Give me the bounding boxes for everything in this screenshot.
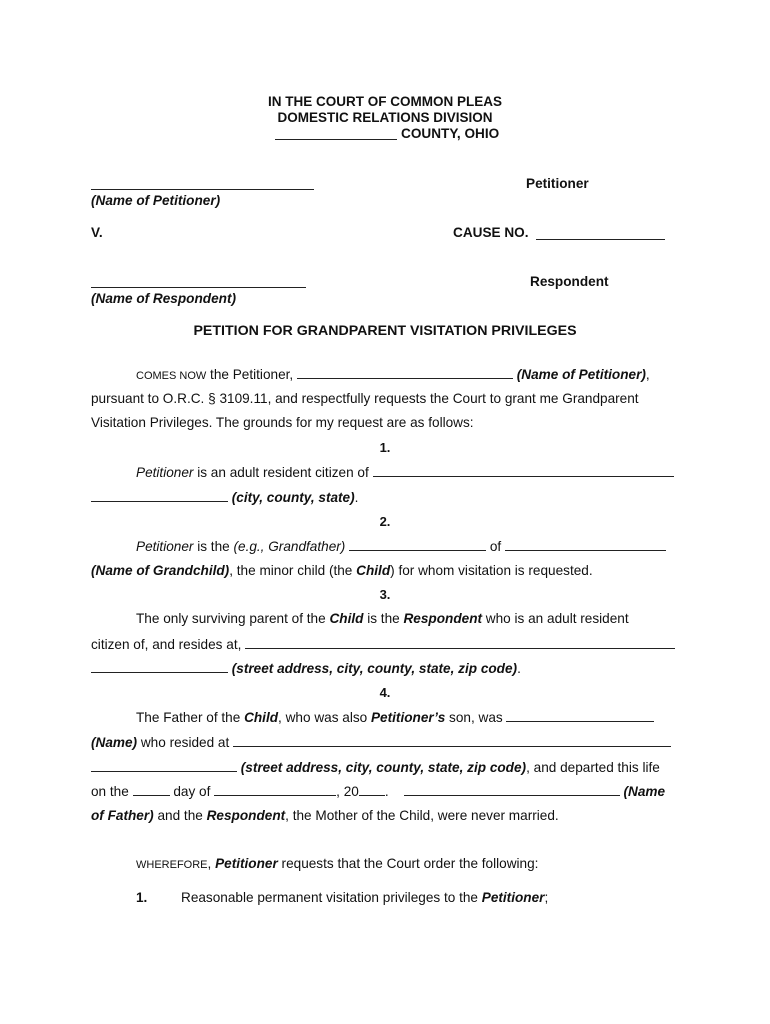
paragraph-2-number: 2. <box>379 514 391 529</box>
p4-hint: (street address, city, county, state, zip code) <box>240 760 527 775</box>
request-1-text: Reasonable permanent visitation privileges to the <box>181 890 482 905</box>
p2-grandchild-blank[interactable] <box>505 538 666 551</box>
wherefore-body: requests that the Court order the following: <box>277 856 539 871</box>
respondent-label: Respondent <box>530 274 609 289</box>
p4-text1: The Father of the <box>136 710 245 725</box>
paragraph-4-line-3 <box>91 759 660 775</box>
p2-petitioner: Petitioner <box>136 539 194 554</box>
p3-line2: citizen of, and resides at, <box>91 637 246 652</box>
p4-year: , 20 <box>336 784 359 799</box>
intro-line-3: Visitation Privileges. The grounds for my request are as follows: <box>91 415 474 430</box>
versus-label: V. <box>91 225 103 240</box>
paragraph-1-number: 1. <box>379 440 391 455</box>
p2-child: Child <box>356 563 391 578</box>
p4-petitioners: Petitioner’s <box>370 710 446 725</box>
cause-number-blank[interactable] <box>536 239 665 240</box>
the-petitioner-text: the Petitioner, <box>206 367 297 382</box>
p3-child: Child <box>329 611 364 626</box>
p2-minor: , the minor child (the <box>229 563 357 578</box>
paragraph-1-line-1 <box>136 464 674 480</box>
paragraph-3-line-3 <box>91 660 521 676</box>
intro-comma: , <box>645 367 650 382</box>
paragraph-4-line-1 <box>136 709 654 725</box>
p1-residence-blank[interactable] <box>373 464 674 477</box>
p3-residence-blank[interactable] <box>245 636 675 649</box>
p4-day-blank[interactable] <box>133 783 170 796</box>
p4-address-blank[interactable] <box>91 759 237 772</box>
p3-period: . <box>517 661 521 676</box>
petitioner-label: Petitioner <box>526 176 589 191</box>
p3-text2: who is an adult resident <box>482 611 629 626</box>
paragraph-3-line-2 <box>91 636 675 652</box>
p4-dot: . <box>384 784 389 799</box>
p4-on-the: on the <box>91 784 133 799</box>
county-blank[interactable] <box>275 139 397 140</box>
intro-petitioner-blank[interactable] <box>297 366 513 379</box>
paragraph-4-number: 4. <box>379 685 391 700</box>
document-title: PETITION FOR GRANDPARENT VISITATION PRIVILEGES <box>193 323 577 339</box>
paragraph-2-line-2 <box>91 563 593 578</box>
p2-relation-blank[interactable] <box>349 538 486 551</box>
court-name: IN THE COURT OF COMMON PLEAS <box>268 94 502 109</box>
wherefore-line <box>136 856 538 871</box>
wherefore-petitioner: Petitioner <box>215 856 278 871</box>
p4-name-of: (Name <box>623 784 666 799</box>
p1-city-blank[interactable] <box>91 489 228 502</box>
respondent-name-blank[interactable] <box>91 287 306 288</box>
p4-year-blank[interactable] <box>359 783 385 796</box>
paragraph-3-line-1 <box>136 611 629 626</box>
paragraph-3-number: 3. <box>379 587 391 602</box>
p4-resided: who resided at <box>137 735 234 750</box>
intro-line-2: pursuant to O.R.C. § 3109.11, and respectfully requests the Court to grant me Grandparent <box>91 391 639 406</box>
p4-residence-blank[interactable] <box>233 734 671 747</box>
p4-month-blank[interactable] <box>214 783 336 796</box>
intro-line-1 <box>136 366 650 382</box>
request-1-line <box>181 890 548 905</box>
request-1-semi: ; <box>544 890 549 905</box>
respondent-name-hint: (Name of Respondent) <box>91 291 237 306</box>
p1-petitioner: Petitioner <box>136 465 194 480</box>
wherefore-comma: , <box>207 856 216 871</box>
p3-respondent: Respondent <box>403 611 483 626</box>
p2-example: (e.g., Grandfather) <box>233 539 346 554</box>
p2-grandchild-hint: (Name of Grandchild) <box>91 563 230 578</box>
paragraph-1-line-2 <box>91 489 358 505</box>
county-label: COUNTY, OHIO <box>401 126 500 141</box>
p4-respondent: Respondent <box>206 808 286 823</box>
court-division: DOMESTIC RELATIONS DIVISION <box>277 110 493 125</box>
petitioner-name-hint: (Name of Petitioner) <box>91 193 221 208</box>
paragraph-4-line-5 <box>91 808 559 823</box>
comes-now-text: COMES NOW <box>136 370 207 382</box>
paragraph-2-line-1 <box>136 538 666 554</box>
p4-son: son, was <box>445 710 507 725</box>
p1-text: is an adult resident citizen of <box>193 465 373 480</box>
petitioner-name-blank[interactable] <box>91 189 314 190</box>
p1-period: . <box>354 490 359 505</box>
request-1-petitioner: Petitioner <box>481 890 545 905</box>
p4-father-name-blank[interactable] <box>506 709 654 722</box>
p3-is-the: is the <box>363 611 404 626</box>
p2-of: of <box>486 539 505 554</box>
p4-mother: , the Mother of the Child, were never married. <box>285 808 559 823</box>
p4-father-blank[interactable] <box>404 783 620 796</box>
request-1-number: 1. <box>136 890 148 905</box>
paragraph-4-line-4 <box>91 783 665 799</box>
p1-hint: (city, county, state) <box>231 490 355 505</box>
wherefore-text: WHEREFORE <box>136 859 208 871</box>
paragraph-4-line-2 <box>91 734 671 750</box>
cause-number-label: CAUSE NO. <box>453 225 529 240</box>
p3-hint: (street address, city, county, state, zip code) <box>231 661 518 676</box>
p4-of-father: of Father) <box>91 808 154 823</box>
p2-is-the: is the <box>193 539 234 554</box>
intro-name-hint: (Name of Petitioner) <box>516 367 646 382</box>
p3-text1: The only surviving parent of the <box>136 611 330 626</box>
p4-departed: , and departed this life <box>526 760 660 775</box>
p4-child: Child <box>244 710 279 725</box>
p2-rest: ) for whom visitation is requested. <box>390 563 593 578</box>
p4-name-hint: (Name) <box>91 735 138 750</box>
p4-day-of: day of <box>169 784 215 799</box>
p4-also: , who was also <box>278 710 371 725</box>
p4-and-the: and the <box>153 808 207 823</box>
p3-address-blank[interactable] <box>91 660 228 673</box>
